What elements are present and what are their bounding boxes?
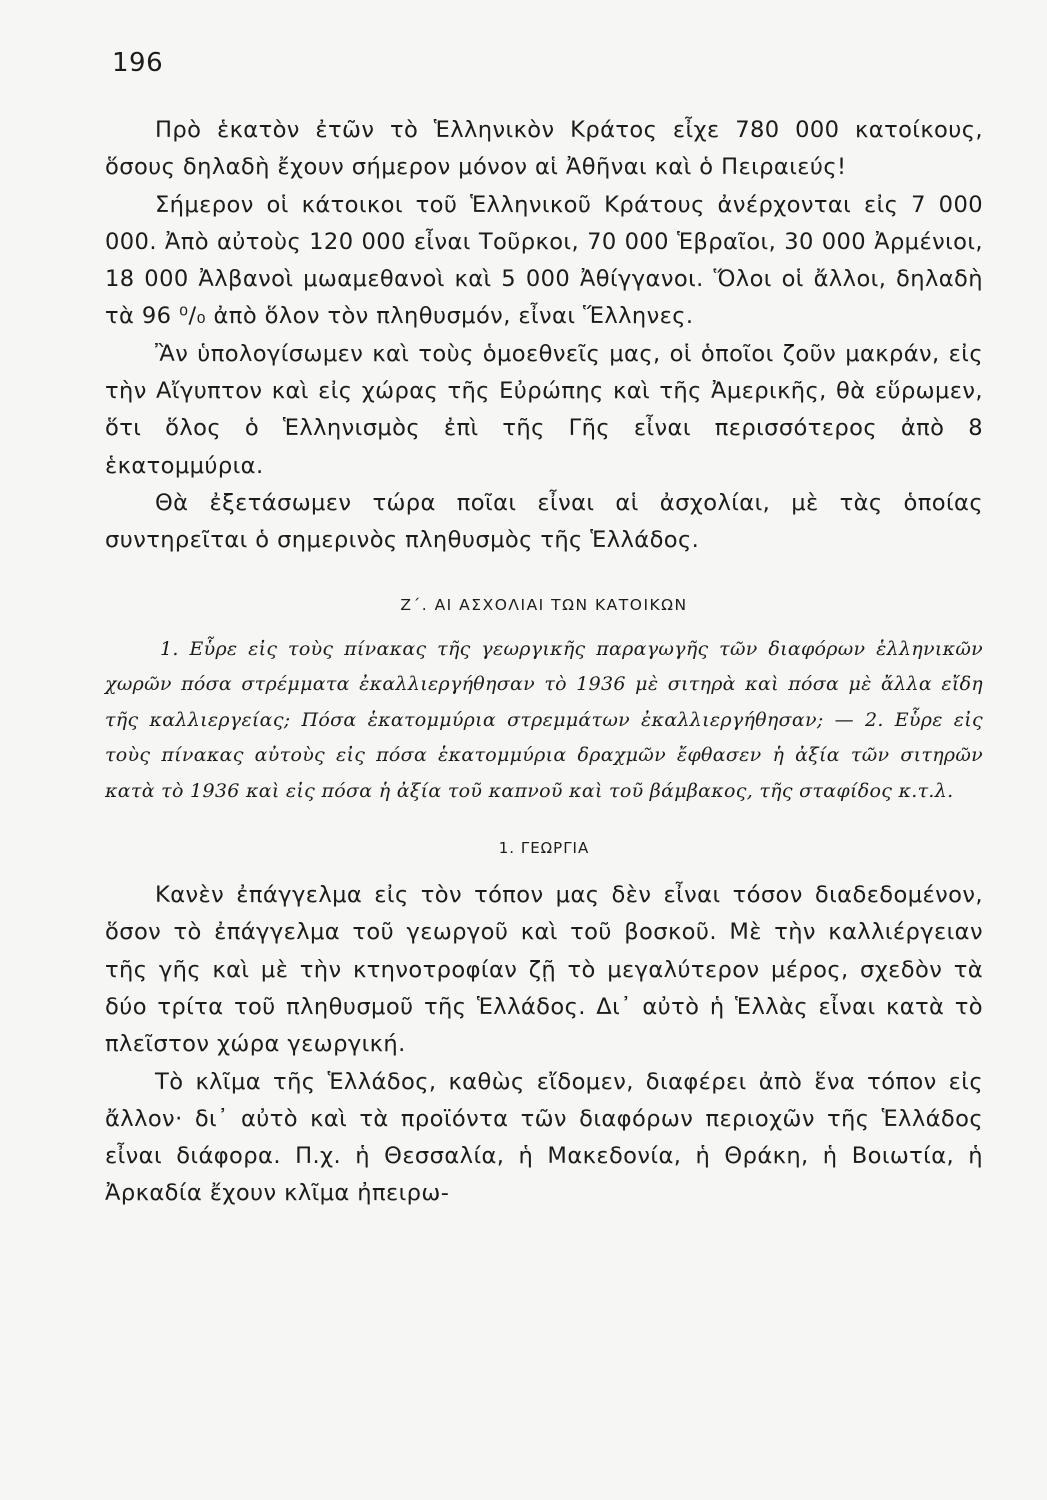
page-content	[105, 112, 983, 1213]
paragraph-occupations-intro: Θὰ ἐξετάσωμεν τώρα ποῖαι εἶναι αἱ ἀσχολίαι, μὲ τὰς ὁποίας συντηρεῖται ὁ σημερινὸς πληθυσμὸς τῆς Ἑλλάδος.	[105, 489, 983, 554]
exercise-text: 1. Εὗρε εἰς τοὺς πίνακας τῆς γεωργικῆς παραγωγῆς τῶν διαφόρων ἑλληνικῶν χωρῶν πόσα στρέμματα ἐκαλλιεργήθησαν τὸ 1936 μὲ σιτηρὰ καὶ πόσα μὲ ἄλλα εἴδη τῆς καλλιεργείας; Πόσα ἑκατομμύρια στρεμμάτων ἐκαλλιεργήθησαν; — 2. Εὗρε εἰς τοὺς πίνακας αὐτοὺς εἰς πόσα ἑκατομμύρια δραχμῶν ἔφθασεν ἡ ἀξία τῶν σιτηρῶν κατὰ τὸ 1936 καὶ εἰς πόσα ἡ ἀξία τοῦ καπνοῦ καὶ τοῦ βάμβακος, τῆς σταφίδος κ.τ.λ.	[105, 637, 983, 802]
paragraph-agriculture: Κανὲν ἐπάγγελμα εἰς τὸν τόπον μας δὲν εἶναι τόσον διαδεδομένον, ὅσον τὸ ἐπάγγελμα τοῦ γεωργοῦ καὶ τοῦ βοσκοῦ. Μὲ τὴν καλλιέργειαν τῆς γῆς καὶ μὲ τὴν κτηνοτροφίαν ζῇ τὸ μεγαλύτερον μέρος, σχεδὸν τὰ δύο τρίτα τοῦ πληθυσμοῦ τῆς Ἑλλάδος. Δι᾽ αὐτὸ ἡ Ἑλλὰς εἶναι κατὰ τὸ πλεῖστον χώρα γεωργική.	[105, 882, 983, 1058]
paragraph-current-population: Σήμερον οἱ κάτοικοι τοῦ Ἑλληνικοῦ Κράτους ἀνέρχονται εἰς 7 000 000. Ἀπὸ αὐτοὺς 120 000 εἶναι Τοῦρκοι, 70 000 Ἑβραῖοι, 30 000 Ἀρμένιοι, 18 000 Ἀλβανοὶ μωαμεθανοὶ καὶ 5 000 Ἀθίγγανοι. Ὅλοι οἱ ἄλλοι, δηλαδὴ τὰ 96 ⁰/₀ ἀπὸ ὅλον τὸν πληθυσμόν, εἶναι Ἕλληνες.	[105, 191, 983, 330]
page-number: 196	[112, 48, 164, 78]
sub-heading-agriculture: 1. ΓΕΩΡΓΙΑ	[498, 839, 590, 858]
paragraph-hellenism-abroad: Ἂν ὑπολογίσωμεν καὶ τοὺς ὁμοεθνεῖς μας, οἱ ὁποῖοι ζοῦν μακράν, εἰς τὴν Αἴγυπτον καὶ εἰς χώρας τῆς Εὐρώπης καὶ τῆς Ἀμερικῆς, θὰ εὕρωμεν, ὅτι ὅλος ὁ Ἑλληνισμὸς ἐπὶ τῆς Γῆς εἶναι περισσότερος ἀπὸ 8 ἑκατομμύρια.	[105, 340, 983, 479]
section-heading: Ζ΄. ΑΙ ΑΣΧΟΛΙΑΙ ΤΩΝ ΚΑΤΟΙΚΩΝ	[400, 595, 688, 614]
paragraph-climate: Τὸ κλῖμα τῆς Ἑλλάδος, καθὼς εἴδομεν, διαφέρει ἀπὸ ἕνα τόπον εἰς ἄλλον· δι᾽ αὐτὸ καὶ τὰ προϊόντα τῶν διαφόρων περιοχῶν τῆς Ἑλλάδος εἶναι διάφορα. Π.χ. ἡ Θεσσαλία, ἡ Μακεδονία, ἡ Θράκη, ἡ Βοιωτία, ἡ Ἀρκαδία ἔχουν κλῖμα ἠπειρω-	[105, 1068, 983, 1207]
paragraph-population-100-years-ago: Πρὸ ἑκατὸν ἐτῶν τὸ Ἑλληνικὸν Κράτος εἶχε 780 000 κατοίκους, ὅσους δηλαδὴ ἔχουν σήμερον μόνον αἱ Ἀθῆναι καὶ ὁ Πειραιεύς!	[105, 117, 983, 181]
